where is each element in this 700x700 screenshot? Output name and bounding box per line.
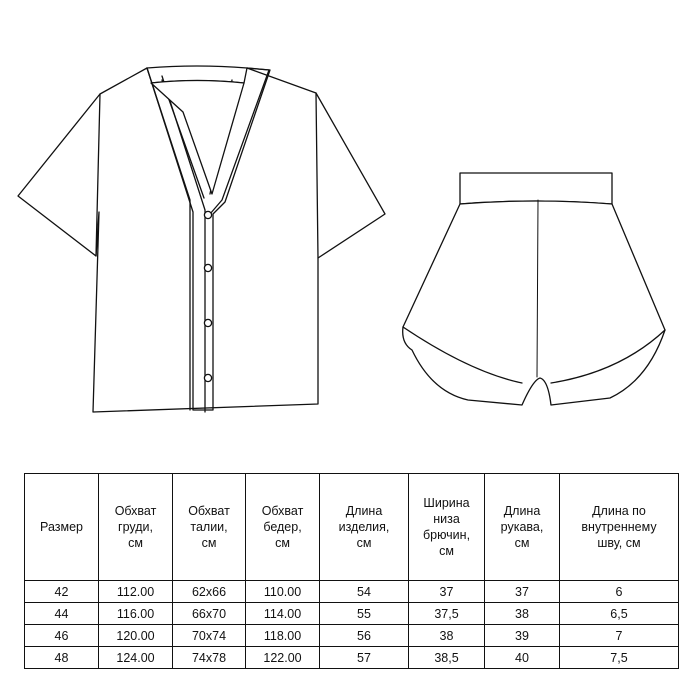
table-cell: 7 bbox=[560, 625, 679, 647]
table-cell: 40 bbox=[485, 647, 560, 669]
button-icon bbox=[204, 319, 211, 326]
button-icon bbox=[204, 211, 211, 218]
table-cell: 37 bbox=[409, 581, 485, 603]
header-cell-sleeve: Длина рукава, см bbox=[485, 474, 560, 581]
table-row bbox=[25, 581, 679, 603]
table-cell: 39 bbox=[485, 625, 560, 647]
header-cell-leg-width: Ширина низа брючин, см bbox=[409, 474, 485, 581]
table-cell: 74x78 bbox=[173, 647, 246, 669]
table-row bbox=[25, 647, 679, 669]
table-cell: 38 bbox=[409, 625, 485, 647]
table-cell: 116.00 bbox=[99, 603, 173, 625]
header-cell-chest: Обхват груди, см bbox=[99, 474, 173, 581]
button-icon bbox=[204, 264, 211, 271]
table-row bbox=[25, 625, 679, 647]
header-cell-size: Размер bbox=[25, 474, 99, 581]
table-cell: 70x74 bbox=[173, 625, 246, 647]
header-cell-waist: Обхват талии, см bbox=[173, 474, 246, 581]
table-cell: 118.00 bbox=[246, 625, 320, 647]
header-row bbox=[25, 474, 679, 581]
table-cell: 112.00 bbox=[99, 581, 173, 603]
shorts-icon bbox=[403, 173, 665, 405]
table-cell: 6,5 bbox=[560, 603, 679, 625]
table-cell: 62x66 bbox=[173, 581, 246, 603]
table-cell: 38,5 bbox=[409, 647, 485, 669]
header-cell-inseam: Длина по внутреннему шву, см bbox=[560, 474, 679, 581]
table-cell: 124.00 bbox=[99, 647, 173, 669]
header-cell-length: Длина изделия, см bbox=[320, 474, 409, 581]
button-icon bbox=[204, 374, 211, 381]
table-cell: 44 bbox=[25, 603, 99, 625]
table-cell: 57 bbox=[320, 647, 409, 669]
table-cell: 56 bbox=[320, 625, 409, 647]
table-cell: 48 bbox=[25, 647, 99, 669]
header-cell-hips: Обхват бедер, см bbox=[246, 474, 320, 581]
table-cell: 54 bbox=[320, 581, 409, 603]
table-cell: 110.00 bbox=[246, 581, 320, 603]
table-cell: 37 bbox=[485, 581, 560, 603]
table-cell: 42 bbox=[25, 581, 99, 603]
size-table bbox=[24, 473, 679, 669]
table-row bbox=[25, 603, 679, 625]
table-cell: 55 bbox=[320, 603, 409, 625]
table-cell: 120.00 bbox=[99, 625, 173, 647]
table-cell: 7,5 bbox=[560, 647, 679, 669]
table-cell: 38 bbox=[485, 603, 560, 625]
table-cell: 6 bbox=[560, 581, 679, 603]
table-cell: 46 bbox=[25, 625, 99, 647]
table-cell: 122.00 bbox=[246, 647, 320, 669]
table-cell: 66x70 bbox=[173, 603, 246, 625]
shirt-icon bbox=[18, 66, 385, 412]
table-cell: 37,5 bbox=[409, 603, 485, 625]
table-cell: 114.00 bbox=[246, 603, 320, 625]
